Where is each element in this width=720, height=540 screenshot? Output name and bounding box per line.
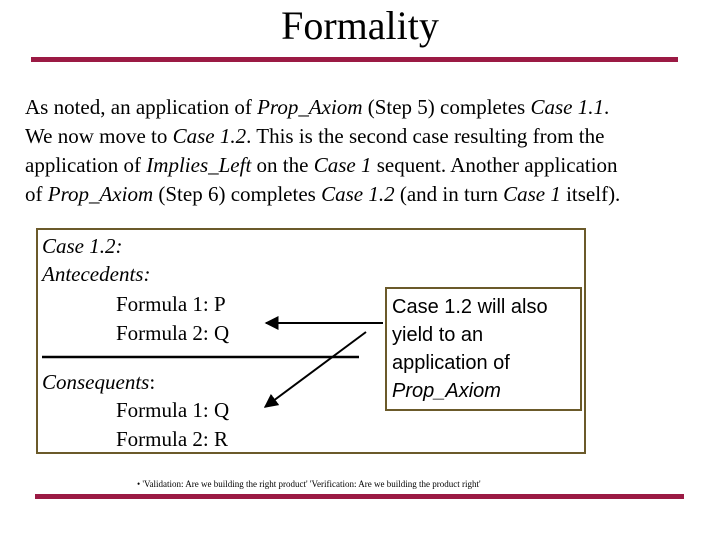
- text-run: .: [603, 95, 610, 119]
- text-run: We now move to: [25, 124, 173, 148]
- text-run: sequent. Another application: [371, 153, 618, 177]
- note-line-1: Case 1.2 will also: [392, 296, 548, 318]
- consequent-formula-1: Formula 1: Q: [116, 398, 230, 422]
- antecedent-formula-1: Formula 1: P: [116, 292, 226, 316]
- note-line-3: application of: [392, 352, 510, 374]
- case-heading: Case 1.2:: [42, 234, 123, 258]
- paragraph-line-4: [25, 180, 720, 209]
- text-run: . This is the second case resulting from the: [246, 124, 605, 148]
- antecedent-formula-2: Formula 2: Q: [116, 321, 230, 345]
- text-run: itself).: [560, 182, 621, 206]
- paragraph-line-3: [25, 151, 720, 180]
- text-run-italic: Case 1: [503, 182, 561, 206]
- text-run-italic: Case 1.1: [530, 95, 604, 119]
- footer-note: • 'Validation: Are we building the right product' 'Verification: Are we building the product right': [137, 479, 481, 489]
- text-run-italic: Case 1.2: [172, 124, 247, 148]
- consequents-label: [42, 368, 155, 396]
- text-run-italic: Case 1.2: [321, 182, 395, 206]
- paragraph-line-2: [25, 122, 720, 151]
- text-run: of: [25, 182, 48, 206]
- body-paragraph: [25, 93, 720, 209]
- text-run-italic: Prop_Axiom: [257, 95, 363, 119]
- antecedents-label: Antecedents:: [42, 262, 151, 286]
- text-run: on the: [251, 153, 314, 177]
- note-box: [385, 287, 582, 411]
- footer-divider: [35, 494, 684, 499]
- consequents-colon: :: [149, 370, 156, 394]
- text-run: (and in turn: [394, 182, 504, 206]
- text-run: application of: [25, 153, 147, 177]
- text-run-italic: Implies_Left: [146, 153, 252, 177]
- text-run-italic: Prop_Axiom: [47, 182, 154, 206]
- slide-title: Formality: [281, 3, 439, 48]
- text-run: As noted, an application of: [25, 95, 258, 119]
- paragraph-line-1: [25, 93, 720, 122]
- consequent-formula-2: Formula 2: R: [116, 427, 229, 451]
- consequents-word: Consequents: [42, 370, 150, 394]
- text-run-italic: Case 1: [313, 153, 372, 177]
- title-divider: [31, 57, 678, 62]
- note-line-2: yield to an: [392, 324, 484, 346]
- note-line-4: Prop_Axiom: [392, 380, 501, 402]
- text-run: (Step 6) completes: [153, 182, 322, 206]
- text-run: (Step 5) completes: [362, 95, 531, 119]
